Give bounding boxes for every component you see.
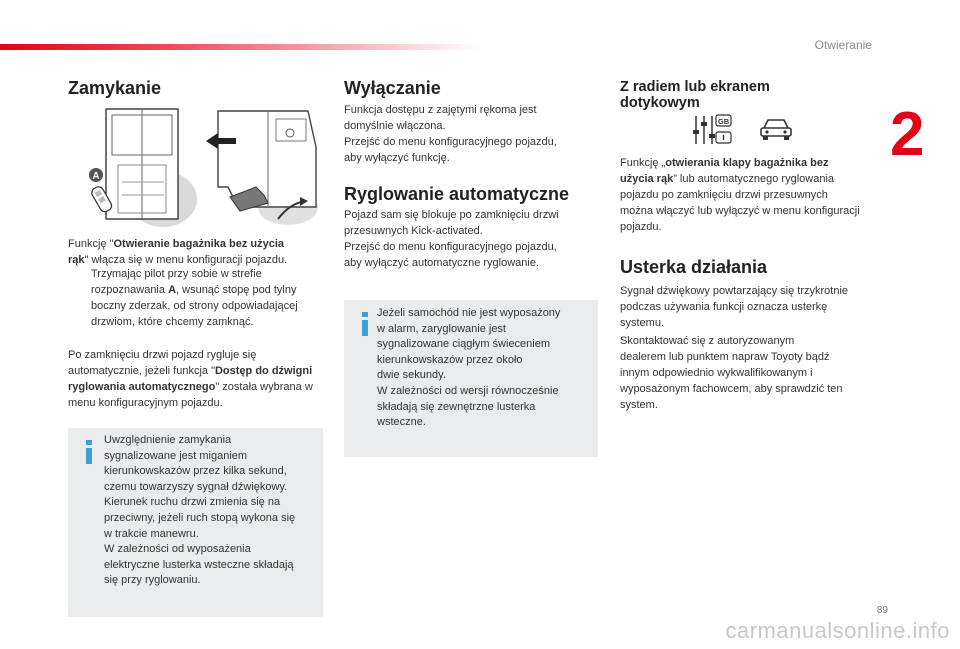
car-icon [758,116,794,142]
info-icon [358,312,372,336]
col3-paragraph-2: Sygnał dźwiękowy powtarzający się trzykrotnie podczas używania funkcji oznacza usterkę systemu. [620,285,849,329]
section-title: Otwieranie [814,38,872,52]
col1-paragraph-2: Po zamknięciu drzwi pojazd rygluje się automatycznie, jeżeli funkcja "Dostęp do dźwigni ryglowania automatycznego" została wybrana w menu konfiguracyjnym pojazdu. [68,349,313,409]
info-box-col2 [344,300,598,457]
heading-zamykanie: Zamykanie [68,78,162,98]
col2-paragraph-2: Pojazd sam się blokuje po zamknięciu drzwi przesuwnych Kick-activated. Przejść do menu konfiguracyjnego pojazdu, aby wyłączyć automatyczne ryglowanie. [344,209,559,269]
radio-settings-icon [692,114,732,146]
col3-paragraph-3: Skontaktować się z autoryzowanym dealerem lub punktem napraw Toyoty bądź innym odpowiednio wykwalifikowanym i wyposażonym fachowcem, aby sprawdzić ten system. [620,335,843,411]
watermark: carmanualsonline.info [725,618,950,643]
info-icon [82,440,96,464]
info-text-col1: Uwzględnienie zamykania sygnalizowane jest miganiem kierunkowskazów przez kilka sekund, czemu towarzyszy sygnał dźwiękowy. Kierunek ruchu drzwi zmienia się na przeciwny, jeżeli ruch stopą wykona się w trakcie manewru. W zależności od wyposażenia elektryczne lusterka wsteczne składają się przy ryglowaniu. [104,434,296,587]
zone-label-a: A [92,171,100,182]
col3-paragraph-1: Funkcję „otwierania klapy bagażnika bez użycia rąk” lub automatycznego ryglowania pojazdu po zamknięciu drzwi przesuwnych można włączyć lub wyłączyć w menu konfiguracji pojazdu. [620,157,860,233]
chapter-number: 2 [890,100,925,169]
info-box-col1 [68,428,323,617]
heading-usterka: Usterka działania [620,257,768,277]
header-accent-bar [0,44,480,50]
col1-bullet-text: Trzymając pilot przy sobie w strefie rozpoznawania A, wsunąć stopę pod tylny boczny zderzak, od strony odpowiadającej drzwiom, które chcemy zamknąć. [91,268,298,328]
col1-paragraph-1: Funkcję "Otwieranie bagażnika bez użycia rąk" włącza się w menu konfiguracji pojazdu. [68,238,288,266]
illustration-van-rear [68,107,322,231]
page-number: 89 [876,605,888,616]
heading-ryglowanie: Ryglowanie automatyczne [344,184,570,204]
van-rear-illustration [68,107,322,231]
info-text-col2: Jeżeli samochód nie jest wyposażony w alarm, zaryglowanie jest sygnalizowane ciągłym świeceniem kierunkowskazów przez około dwie sekundy. W zależności od wersji równocześnie składają się zewnętrzne lusterka wsteczne. [377,307,561,429]
col2-paragraph-1: Funkcja dostępu z zajętymi rękoma jest domyślnie włączona. Przejść do menu konfiguracyjnego pojazdu, aby wyłączyć funkcję. [344,104,557,164]
gb-label: GB [717,117,730,126]
heading-radio-ekran: Z radiem lub ekranem dotykowym [620,79,770,111]
heading-wylaczanie: Wyłączanie [344,78,441,98]
